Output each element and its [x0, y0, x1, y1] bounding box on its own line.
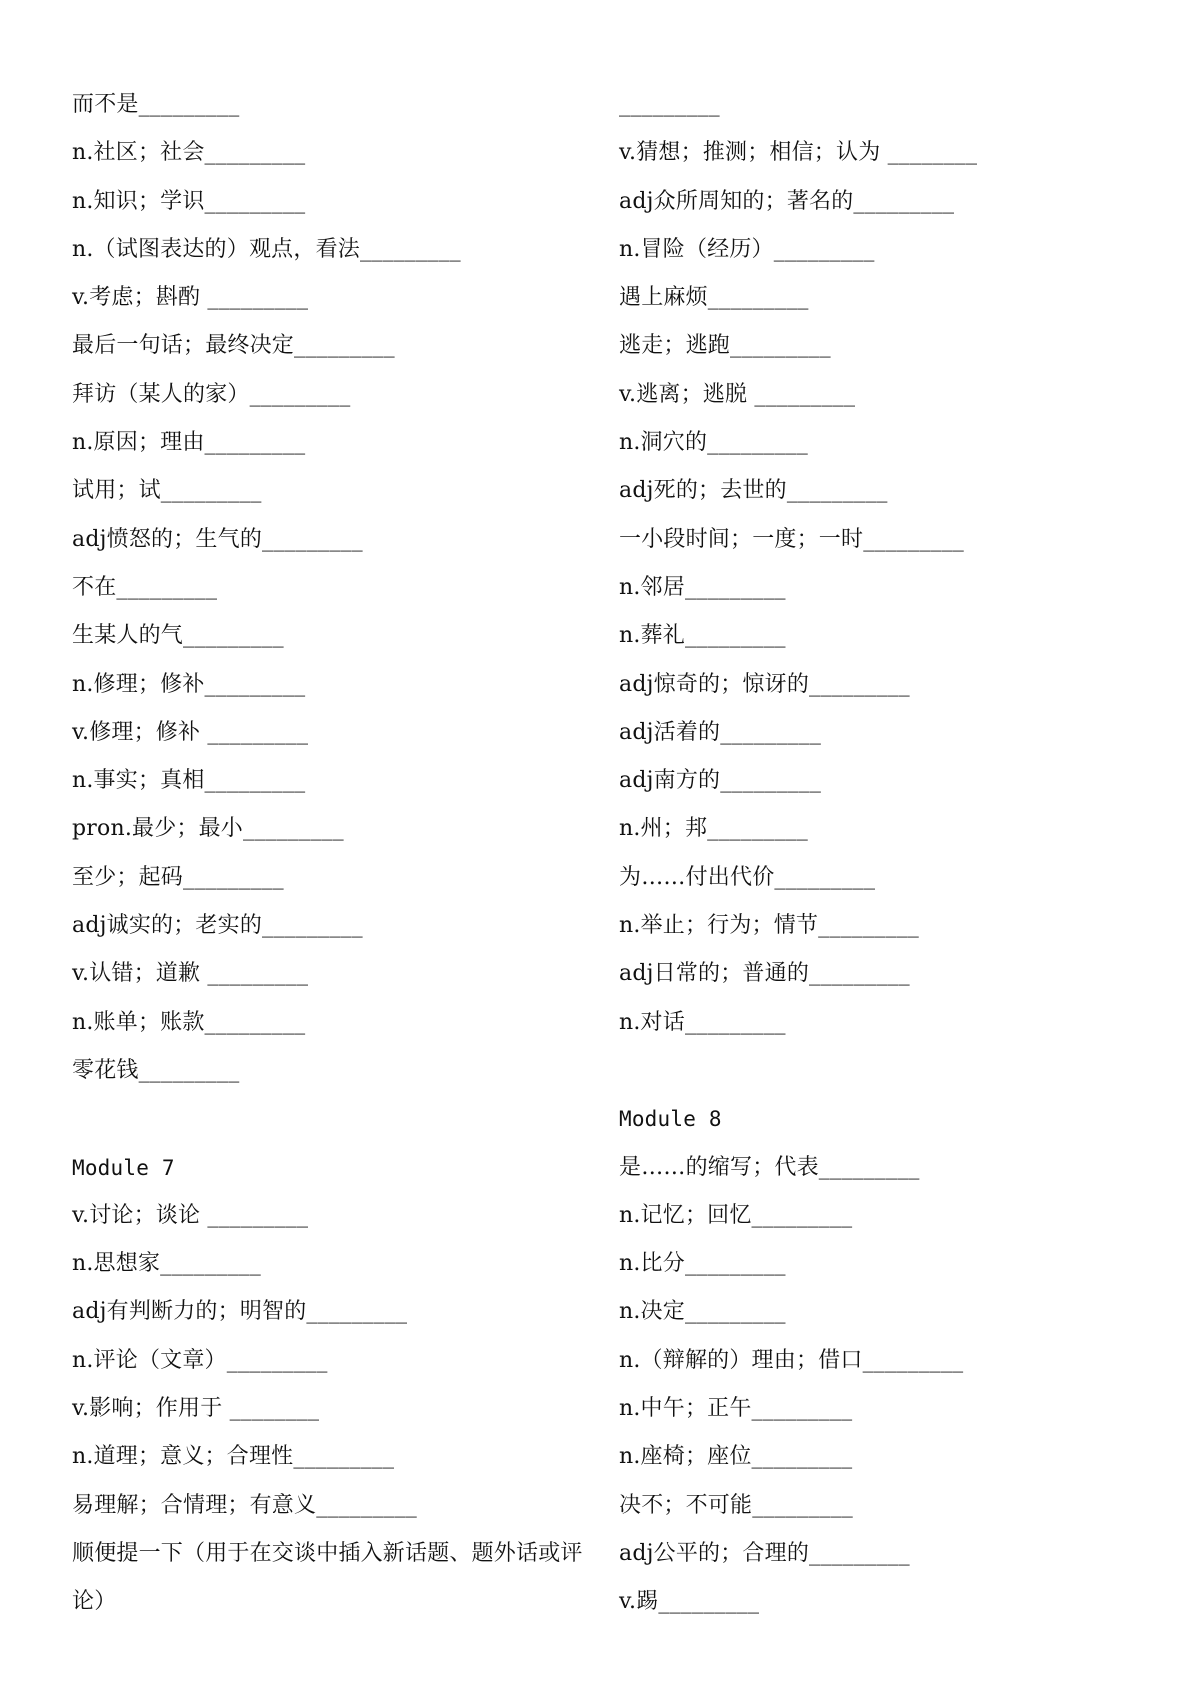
vocab-item: pron.最少；最小_________ — [72, 816, 344, 842]
vocab-item: 零花钱_________ — [72, 1057, 240, 1083]
module-7-heading: Module 7 — [72, 1155, 175, 1180]
vocab-item: 生某人的气_________ — [72, 623, 284, 649]
vocab-item: n.社区；社会_________ — [72, 140, 306, 166]
vocab-item: n.原因；理由_________ — [72, 430, 306, 456]
vocab-item: adj南方的_________ — [619, 768, 822, 794]
vocab-item: adj有判断力的；明智的_________ — [72, 1299, 408, 1325]
vocab-item: n.账单；账款_________ — [72, 1009, 306, 1035]
vocab-item: n.（辩解的）理由；借口_________ — [619, 1347, 964, 1373]
spacer — [619, 1047, 1119, 1095]
vocab-item: 一小段时间；一度；一时_________ — [619, 526, 965, 552]
vocab-item: adj活着的_________ — [619, 719, 822, 745]
vocab-item: adj公平的；合理的_________ — [619, 1540, 910, 1566]
vocab-item: n.道理；意义；合理性_________ — [72, 1444, 395, 1470]
vocab-item: v.影响；作用于 ________ — [72, 1396, 320, 1422]
vocab-item: 为……付出代价_________ — [619, 864, 876, 890]
vocab-item: v.讨论；谈论 _________ — [72, 1202, 309, 1228]
left-column — [72, 81, 583, 1627]
vocab-item: 不在_________ — [72, 574, 218, 600]
vocab-item: 顺便提一下（用于在交谈中插入新话题、题外话或评论） — [72, 1540, 583, 1615]
vocab-item: n.修理；修补_________ — [72, 671, 306, 697]
vocab-item: v.考虑；斟酌 _________ — [72, 285, 309, 311]
vocab-item: 拜访（某人的家）_________ — [72, 381, 351, 407]
vocab-item: adj愤怒的；生气的_________ — [72, 526, 363, 552]
vocab-item: n.思想家_________ — [72, 1251, 261, 1277]
vocab-item: 试用；试_________ — [72, 478, 262, 504]
vocab-item: 而不是_________ — [72, 92, 240, 117]
vocab-item: n.对话_________ — [619, 1009, 786, 1035]
vocab-item: n.事实；真相_________ — [72, 768, 306, 794]
vocab-item: n.洞穴的_________ — [619, 430, 808, 456]
vocab-item: n.座椅；座位_________ — [619, 1444, 853, 1470]
vocab-item: v.逃离；逃脱 _________ — [619, 381, 856, 407]
spacer — [72, 1095, 572, 1143]
module-8-heading: Module 8 — [619, 1107, 722, 1132]
vocab-item: adj惊奇的；惊讶的_________ — [619, 671, 910, 697]
vocab-item: n.冒险（经历）_________ — [619, 236, 875, 262]
vocab-item: 最后一句话；最终决定_________ — [72, 333, 395, 359]
vocab-item: n.记忆；回忆_________ — [619, 1202, 853, 1228]
vocab-item: 至少；起码_________ — [72, 864, 284, 890]
vocab-item: 决不；不可能_________ — [619, 1492, 854, 1518]
vocab-item: 遇上麻烦_________ — [619, 285, 809, 311]
vocab-item: n.评论（文章）_________ — [72, 1347, 328, 1373]
vocab-item: n.州；邦_________ — [619, 816, 808, 842]
vocab-item: n.知识；学识_________ — [72, 188, 306, 214]
vocab-item: n.邻居_________ — [619, 574, 786, 600]
vocab-item: adj日常的；普通的_________ — [619, 961, 910, 987]
vocab-item: 逃走；逃跑_________ — [619, 333, 831, 359]
vocab-item: n.中午；正午_________ — [619, 1396, 853, 1422]
vocab-item: v.踢_________ — [619, 1589, 760, 1615]
vocab-item: 是……的缩写；代表_________ — [619, 1154, 920, 1180]
vocab-item: v.猜想；推测；相信；认为 ________ — [619, 140, 978, 166]
vocab-item: v.修理；修补 _________ — [72, 719, 309, 745]
vocab-item: v.认错；道歉 _________ — [72, 961, 309, 987]
right-column — [619, 81, 1119, 1627]
vocab-item: 易理解；合情理；有意义_________ — [72, 1492, 418, 1518]
vocab-item: n.（试图表达的）观点，看法_________ — [72, 236, 461, 262]
vocab-item: adj众所周知的；著名的_________ — [619, 188, 955, 214]
vocab-item: n.举止；行为；情节_________ — [619, 913, 919, 939]
vocab-item: n.葬礼_________ — [619, 623, 786, 649]
vocab-item: adj死的；去世的_________ — [619, 478, 888, 504]
vocab-item: n.决定_________ — [619, 1299, 786, 1325]
vocab-item: adj诚实的；老实的_________ — [72, 913, 363, 939]
vocab-item: n.比分_________ — [619, 1251, 786, 1277]
vocab-item: _________ — [619, 92, 720, 117]
